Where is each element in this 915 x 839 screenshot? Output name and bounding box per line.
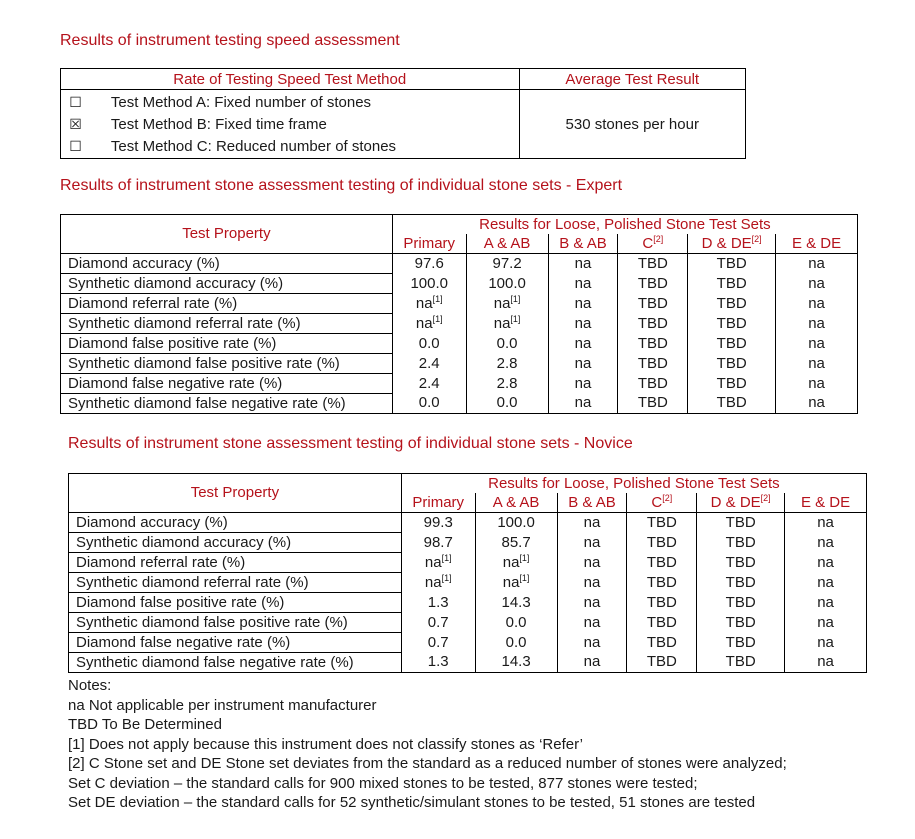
checkbox-method-a[interactable]: ☐ — [69, 94, 82, 110]
b-ab-cell: na — [557, 513, 627, 533]
e-de-cell: na — [776, 374, 858, 394]
d-de-cell: TBD — [688, 314, 776, 334]
b-ab-cell: na — [557, 553, 627, 573]
primary-cell — [401, 653, 475, 673]
col-d-de-value: D & DE — [710, 493, 761, 511]
col-c-value: C — [642, 234, 654, 252]
d-de-cell: TBD — [697, 593, 785, 613]
note-2: [2] C Stone set and DE Stone set deviates from the standard as a reduced number of stones were analyzed; — [68, 755, 787, 772]
notes-section — [68, 676, 787, 813]
property-cell: Diamond referral rate (%) — [61, 294, 393, 314]
col-a-ab: A & AB — [475, 493, 557, 513]
a-ab-cell-value: 0.0 — [496, 394, 518, 412]
primary-cell — [392, 294, 466, 314]
novice-heading: Results of instrument stone assessment testing of individual stone sets - Novice — [68, 435, 633, 452]
note-set-c: Set C deviation – the standard calls for 900 mixed stones to be tested, 877 stones were tested; — [68, 774, 698, 792]
a-ab-cell-ref: [1] — [519, 552, 530, 563]
primary-cell-value: na — [424, 553, 442, 571]
primary-cell — [392, 274, 466, 294]
expert-heading: Results of instrument stone assessment testing of individual stone sets - Expert — [60, 177, 623, 194]
b-ab-cell: na — [557, 593, 627, 613]
a-ab-cell — [466, 394, 548, 414]
method-c-label: Test Method C: Reduced number of stones — [110, 138, 397, 155]
d-de-cell: TBD — [688, 394, 776, 414]
property-cell: Synthetic diamond false negative rate (%) — [61, 394, 393, 414]
property-cell: Synthetic diamond false negative rate (%) — [69, 653, 402, 673]
d-de-cell: TBD — [688, 374, 776, 394]
primary-cell-value: 2.4 — [418, 374, 440, 392]
a-ab-cell — [475, 633, 557, 653]
col-c — [627, 493, 697, 513]
b-ab-cell: na — [557, 533, 627, 553]
col-e-de: E & DE — [776, 234, 858, 254]
a-ab-cell — [475, 513, 557, 533]
table-row — [69, 573, 867, 593]
primary-cell — [392, 354, 466, 374]
table-row — [61, 254, 858, 274]
primary-cell-ref: [1] — [432, 313, 443, 324]
e-de-cell: na — [785, 513, 867, 533]
c-cell: TBD — [618, 274, 688, 294]
a-ab-cell — [466, 354, 548, 374]
speed-table — [60, 68, 746, 159]
primary-cell-value: 1.3 — [427, 593, 449, 611]
d-de-cell: TBD — [697, 653, 785, 673]
a-ab-cell-ref: [1] — [510, 293, 521, 304]
d-de-cell: TBD — [688, 294, 776, 314]
primary-cell-value: 0.0 — [418, 394, 440, 412]
e-de-cell: na — [776, 394, 858, 414]
col-e-de: E & DE — [785, 493, 867, 513]
e-de-cell: na — [776, 254, 858, 274]
primary-cell — [392, 314, 466, 334]
a-ab-cell-value: 85.7 — [501, 533, 531, 551]
c-cell: TBD — [618, 354, 688, 374]
b-ab-cell: na — [548, 394, 618, 414]
primary-cell-value: 100.0 — [410, 274, 448, 292]
a-ab-cell-ref: [1] — [510, 313, 521, 324]
a-ab-cell — [466, 314, 548, 334]
e-de-cell: na — [785, 653, 867, 673]
method-checkboxes — [61, 90, 111, 159]
d-de-cell: TBD — [697, 533, 785, 553]
property-cell: Synthetic diamond false positive rate (%) — [69, 613, 402, 633]
method-a-label: Test Method A: Fixed number of stones — [110, 94, 372, 111]
d-de-cell: TBD — [688, 334, 776, 354]
test-property-header: Test Property — [61, 215, 393, 254]
a-ab-cell-value: 97.2 — [492, 254, 522, 272]
property-cell: Synthetic diamond accuracy (%) — [61, 274, 393, 294]
a-ab-cell-value: na — [493, 294, 511, 312]
d-de-cell: TBD — [697, 513, 785, 533]
property-cell: Diamond false negative rate (%) — [61, 374, 393, 394]
a-ab-cell — [475, 613, 557, 633]
primary-cell — [392, 254, 466, 274]
primary-cell-ref: [1] — [441, 552, 452, 563]
a-ab-cell-value: 2.8 — [496, 374, 518, 392]
a-ab-cell — [475, 533, 557, 553]
a-ab-cell — [466, 374, 548, 394]
col-d-de — [688, 234, 776, 254]
a-ab-cell — [475, 593, 557, 613]
table-row — [69, 593, 867, 613]
a-ab-cell — [466, 254, 548, 274]
primary-cell — [401, 533, 475, 553]
b-ab-cell: na — [548, 254, 618, 274]
primary-cell — [401, 613, 475, 633]
property-cell: Diamond referral rate (%) — [69, 553, 402, 573]
note-tbd: TBD To Be Determined — [68, 716, 222, 733]
col-d-de-value: D & DE — [701, 234, 752, 252]
a-ab-cell-value: 14.3 — [501, 593, 531, 611]
primary-cell-value: 2.4 — [418, 354, 440, 372]
b-ab-cell: na — [548, 334, 618, 354]
checkbox-method-b[interactable]: ☒ — [69, 116, 82, 132]
method-b-label: Test Method B: Fixed time frame — [110, 116, 327, 133]
a-ab-cell-value: na — [502, 553, 520, 571]
primary-cell-value: 99.3 — [423, 513, 453, 531]
e-de-cell: na — [776, 314, 858, 334]
a-ab-cell-ref: [1] — [519, 572, 530, 583]
results-group-header: Results for Loose, Polished Stone Test Sets — [392, 215, 857, 235]
col-b-ab: B & AB — [548, 234, 618, 254]
table-row — [61, 294, 858, 314]
c-cell: TBD — [627, 613, 697, 633]
expert-tbody — [61, 215, 858, 414]
col-c-ref: [2] — [662, 492, 673, 503]
novice-tbody — [69, 474, 867, 673]
table-row — [61, 374, 858, 394]
e-de-cell: na — [785, 613, 867, 633]
a-ab-cell — [466, 334, 548, 354]
b-ab-cell: na — [557, 653, 627, 673]
primary-cell-value: na — [415, 314, 433, 332]
e-de-cell: na — [785, 553, 867, 573]
primary-cell — [401, 513, 475, 533]
average-result: 530 stones per hour — [519, 90, 745, 159]
primary-cell — [401, 573, 475, 593]
a-ab-cell-value: 100.0 — [488, 274, 526, 292]
c-cell: TBD — [627, 593, 697, 613]
primary-cell-ref: [1] — [432, 293, 443, 304]
col-d-de-ref: [2] — [760, 492, 771, 503]
c-cell: TBD — [627, 533, 697, 553]
property-cell: Diamond false positive rate (%) — [69, 593, 402, 613]
b-ab-cell: na — [557, 633, 627, 653]
table-row — [61, 354, 858, 374]
d-de-cell: TBD — [697, 553, 785, 573]
expert-table — [60, 214, 858, 414]
results-group-header: Results for Loose, Polished Stone Test Sets — [401, 474, 866, 494]
primary-cell-value: 1.3 — [427, 653, 449, 671]
d-de-cell: TBD — [688, 254, 776, 274]
primary-cell-value: 97.6 — [414, 254, 444, 272]
primary-cell-value: 0.7 — [427, 613, 449, 631]
c-cell: TBD — [627, 553, 697, 573]
c-cell: TBD — [627, 653, 697, 673]
col-c-ref: [2] — [653, 233, 664, 244]
col-primary: Primary — [401, 493, 475, 513]
col-primary: Primary — [392, 234, 466, 254]
a-ab-cell-value: 0.0 — [505, 613, 527, 631]
a-ab-cell-value: na — [493, 314, 511, 332]
c-cell: TBD — [618, 334, 688, 354]
property-cell: Synthetic diamond accuracy (%) — [69, 533, 402, 553]
table-row — [69, 633, 867, 653]
a-ab-cell — [466, 274, 548, 294]
e-de-cell: na — [785, 593, 867, 613]
note-set-de: Set DE deviation – the standard calls for 52 synthetic/simulant stones to be tested, 51 stones are tested — [68, 794, 756, 811]
a-ab-cell — [466, 294, 548, 314]
b-ab-cell: na — [548, 314, 618, 334]
b-ab-cell: na — [557, 573, 627, 593]
a-ab-cell-value: 0.0 — [505, 633, 527, 651]
table-row — [69, 553, 867, 573]
primary-cell — [392, 374, 466, 394]
c-cell: TBD — [618, 294, 688, 314]
note-1: [1] Does not apply because this instrument does not classify stones as ‘Refer’ — [68, 735, 583, 753]
e-de-cell: na — [776, 354, 858, 374]
a-ab-cell — [475, 553, 557, 573]
primary-cell-value: na — [415, 294, 433, 312]
checkbox-method-c[interactable]: ☐ — [69, 138, 82, 154]
property-cell: Diamond false positive rate (%) — [61, 334, 393, 354]
col-method-header: Rate of Testing Speed Test Method — [61, 69, 520, 90]
b-ab-cell: na — [557, 613, 627, 633]
property-cell: Synthetic diamond referral rate (%) — [61, 314, 393, 334]
table-row — [69, 613, 867, 633]
table-row — [61, 394, 858, 414]
c-cell: TBD — [627, 633, 697, 653]
col-c — [618, 234, 688, 254]
primary-cell-value: 98.7 — [423, 533, 453, 551]
speed-heading: Results of instrument testing speed assessment — [60, 32, 400, 49]
method-labels — [111, 90, 519, 159]
col-a-ab: A & AB — [466, 234, 548, 254]
c-cell: TBD — [618, 394, 688, 414]
primary-cell-value: na — [424, 573, 442, 591]
c-cell: TBD — [618, 374, 688, 394]
e-de-cell: na — [785, 573, 867, 593]
d-de-cell: TBD — [697, 573, 785, 593]
c-cell: TBD — [627, 513, 697, 533]
e-de-cell: na — [776, 274, 858, 294]
e-de-cell: na — [785, 633, 867, 653]
primary-cell — [401, 593, 475, 613]
table-row — [69, 533, 867, 553]
a-ab-cell-value: 0.0 — [496, 334, 518, 352]
e-de-cell: na — [785, 533, 867, 553]
property-cell: Diamond accuracy (%) — [61, 254, 393, 274]
table-row — [69, 513, 867, 533]
property-cell: Diamond false negative rate (%) — [69, 633, 402, 653]
primary-cell-ref: [1] — [441, 572, 452, 583]
table-row — [69, 653, 867, 673]
primary-cell — [392, 394, 466, 414]
primary-cell — [401, 553, 475, 573]
col-result-header: Average Test Result — [519, 69, 745, 90]
b-ab-cell: na — [548, 294, 618, 314]
primary-cell — [392, 334, 466, 354]
a-ab-cell-value: 14.3 — [501, 653, 531, 671]
c-cell: TBD — [618, 314, 688, 334]
table-row — [61, 334, 858, 354]
a-ab-cell-value: na — [502, 573, 520, 591]
a-ab-cell — [475, 653, 557, 673]
property-cell: Synthetic diamond false positive rate (%) — [61, 354, 393, 374]
c-cell: TBD — [618, 254, 688, 274]
primary-cell — [401, 633, 475, 653]
test-property-header: Test Property — [69, 474, 402, 513]
col-d-de — [697, 493, 785, 513]
property-cell: Diamond accuracy (%) — [69, 513, 402, 533]
col-b-ab: B & AB — [557, 493, 627, 513]
e-de-cell: na — [776, 334, 858, 354]
notes-title: Notes: — [68, 677, 112, 694]
a-ab-cell-value: 100.0 — [497, 513, 535, 531]
d-de-cell: TBD — [697, 613, 785, 633]
a-ab-cell — [475, 573, 557, 593]
b-ab-cell: na — [548, 374, 618, 394]
d-de-cell: TBD — [688, 354, 776, 374]
property-cell: Synthetic diamond referral rate (%) — [69, 573, 402, 593]
primary-cell-value: 0.0 — [418, 334, 440, 352]
b-ab-cell: na — [548, 274, 618, 294]
b-ab-cell: na — [548, 354, 618, 374]
d-de-cell: TBD — [688, 274, 776, 294]
table-row — [61, 314, 858, 334]
col-c-value: C — [651, 493, 663, 511]
c-cell: TBD — [627, 573, 697, 593]
table-row — [61, 274, 858, 294]
primary-cell-value: 0.7 — [427, 633, 449, 651]
e-de-cell: na — [776, 294, 858, 314]
novice-table — [68, 473, 867, 673]
note-na: na Not applicable per instrument manufacturer — [68, 696, 377, 714]
a-ab-cell-value: 2.8 — [496, 354, 518, 372]
col-d-de-ref: [2] — [751, 233, 762, 244]
d-de-cell: TBD — [697, 633, 785, 653]
